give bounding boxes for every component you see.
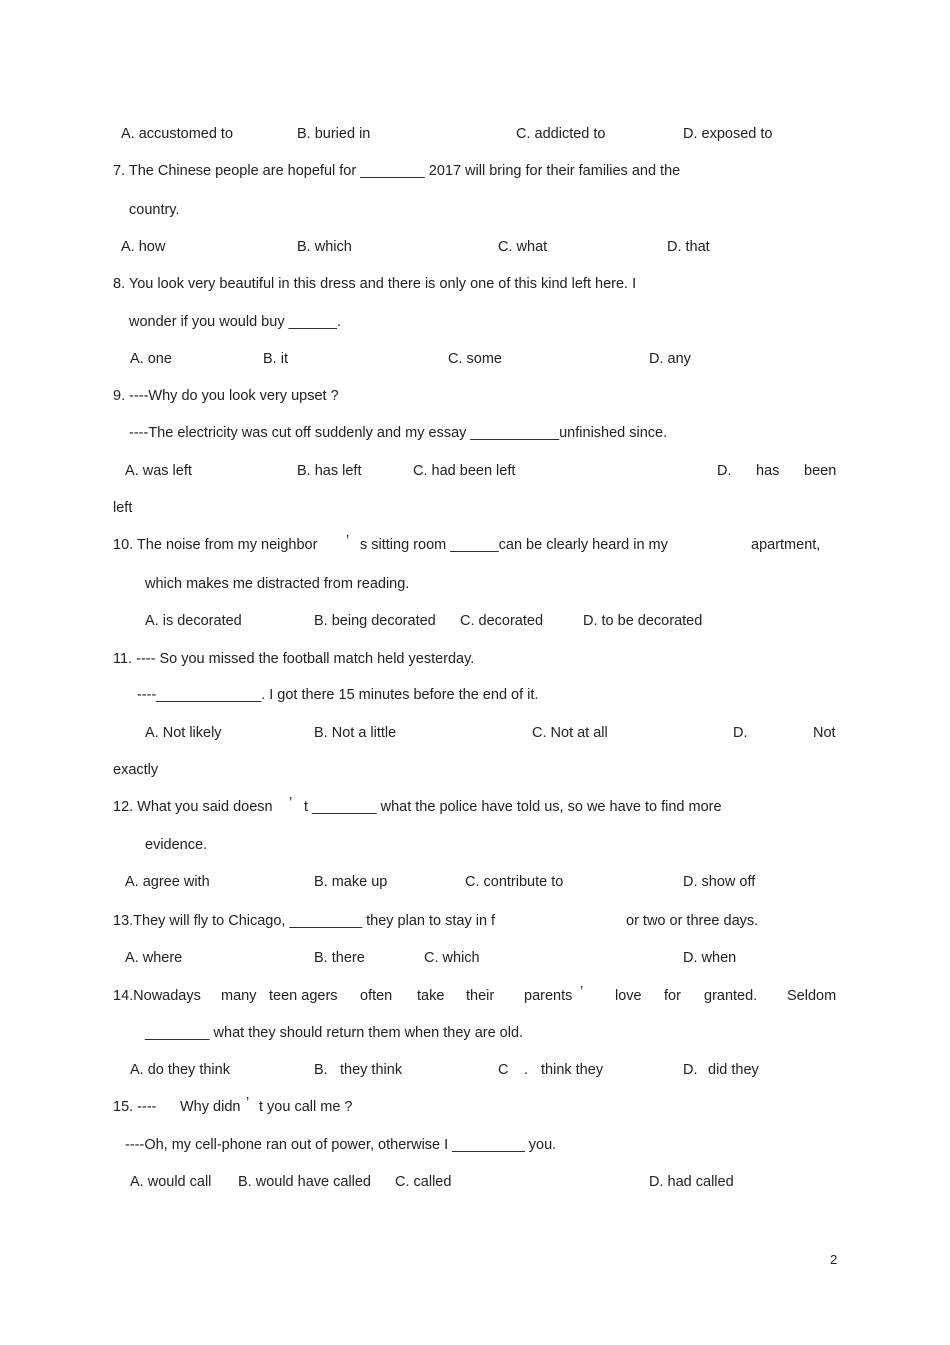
option-a: A. Not likely xyxy=(145,725,222,741)
option-d-label: D. xyxy=(717,463,732,479)
question-14-word: often xyxy=(360,988,393,1004)
option-c: C. some xyxy=(448,351,502,367)
option-a: A. agree with xyxy=(125,874,210,890)
option-b: B. it xyxy=(263,351,288,367)
question-15-stem-end: t you call me ? xyxy=(259,1099,353,1115)
option-c: C. addicted to xyxy=(516,126,606,142)
option-c-text: think they xyxy=(541,1062,604,1078)
question-14-word: for xyxy=(664,988,681,1004)
option-b: B. Not a little xyxy=(314,725,397,741)
question-12-stem-mid: t ________ what the police have told us, so we have to find more xyxy=(304,799,722,815)
question-8-stem: 8. You look very beautiful in this dress and there is only one of this kind left here. I xyxy=(113,276,637,292)
question-14-word: their xyxy=(466,988,495,1004)
option-d-label: D. xyxy=(733,725,748,741)
option-d: D. had called xyxy=(649,1174,734,1190)
question-11-stem: 11. ---- So you missed the football match held yesterday. xyxy=(113,651,475,667)
option-b-label: B. xyxy=(314,1062,328,1078)
option-d: D. any xyxy=(649,351,691,367)
option-b: B. make up xyxy=(314,874,388,890)
question-9-stem: 9. ----Why do you look very upset ? xyxy=(113,388,339,404)
question-10-stem: 10. The noise from my neighbor xyxy=(113,537,318,553)
option-b: B. would have called xyxy=(238,1174,371,1190)
question-12-stem-cont: evidence. xyxy=(145,837,208,853)
option-b: B. being decorated xyxy=(314,613,436,629)
apostrophe: ’ xyxy=(346,533,350,549)
option-d-word: has xyxy=(756,463,780,479)
option-d-text: did they xyxy=(708,1062,759,1078)
option-c-label: C xyxy=(498,1062,509,1078)
option-a: A. accustomed to xyxy=(121,126,234,142)
question-12-stem: 12. What you said doesn xyxy=(113,799,273,815)
option-d-label: D. xyxy=(683,1062,698,1078)
question-13-stem: 13.They will fly to Chicago, _________ they plan to stay in f xyxy=(113,913,496,929)
question-14-word: granted. xyxy=(704,988,758,1004)
option-b: B. there xyxy=(314,950,365,966)
option-c: C. had been left xyxy=(413,463,516,479)
option-d-word: Not xyxy=(813,725,836,741)
option-c: C. Not at all xyxy=(532,725,608,741)
option-c: C. called xyxy=(395,1174,452,1190)
option-d: D. that xyxy=(667,239,710,255)
question-15-stem-cont: ----Oh, my cell-phone ran out of power, otherwise I _________ you. xyxy=(125,1137,557,1153)
page-number: 2 xyxy=(830,1252,838,1267)
question-15-number: 15. ---- xyxy=(113,1099,157,1115)
option-b: B. which xyxy=(297,239,352,255)
option-c: C. decorated xyxy=(460,613,544,629)
question-14-word: 14.Nowadays xyxy=(113,988,201,1004)
question-14-word: teen agers xyxy=(269,988,338,1004)
option-c: C. which xyxy=(424,950,480,966)
apostrophe: ’ xyxy=(246,1095,250,1111)
question-7-stem: 7. The Chinese people are hopeful for ________ 2017 will bring for their families and the xyxy=(113,163,681,179)
apostrophe: ’ xyxy=(289,795,293,811)
option-a: A. is decorated xyxy=(145,613,242,629)
question-7-stem-cont: country. xyxy=(129,202,180,218)
question-15-stem: Why didn xyxy=(180,1099,241,1115)
option-c: C. what xyxy=(498,239,548,255)
option-d: D. to be decorated xyxy=(583,613,703,629)
option-a: A. one xyxy=(130,351,172,367)
option-d-wrap: exactly xyxy=(113,762,159,778)
option-d: D. exposed to xyxy=(683,126,773,142)
option-a: A. was left xyxy=(125,463,192,479)
option-a: A. would call xyxy=(130,1174,212,1190)
question-11-stem-cont: ----_____________. I got there 15 minutes before the end of it. xyxy=(137,687,539,703)
option-b-text: they think xyxy=(340,1062,403,1078)
question-10-stem-end: apartment, xyxy=(751,537,821,553)
question-14-word: Seldom xyxy=(787,988,837,1004)
option-a: A. where xyxy=(125,950,183,966)
question-14-word: love xyxy=(615,988,642,1004)
option-d: D. when xyxy=(683,950,737,966)
option-a: A. how xyxy=(121,239,166,255)
option-a: A. do they think xyxy=(130,1062,230,1078)
question-13-stem-end: or two or three days. xyxy=(626,913,759,929)
option-b: B. has left xyxy=(297,463,362,479)
option-c: C. contribute to xyxy=(465,874,564,890)
option-d-word: been xyxy=(804,463,837,479)
question-10-stem-mid: s sitting room ______can be clearly heard in my xyxy=(360,537,668,553)
question-14-word: many xyxy=(221,988,257,1004)
question-9-stem-cont: ----The electricity was cut off suddenly and my essay ___________unfinished since. xyxy=(129,425,668,441)
question-8-stem-cont: wonder if you would buy ______. xyxy=(129,314,342,330)
option-c-dot: . xyxy=(524,1062,529,1078)
question-14-word: parents xyxy=(524,988,573,1004)
option-d: D. show off xyxy=(683,874,756,890)
apostrophe: ’ xyxy=(580,984,584,1000)
question-14-word: take xyxy=(417,988,445,1004)
option-b: B. buried in xyxy=(297,126,371,142)
question-10-stem-cont: which makes me distracted from reading. xyxy=(145,576,410,592)
question-14-stem-cont: ________ what they should return them when they are old. xyxy=(145,1025,524,1041)
option-d-wrap: left xyxy=(113,500,133,516)
